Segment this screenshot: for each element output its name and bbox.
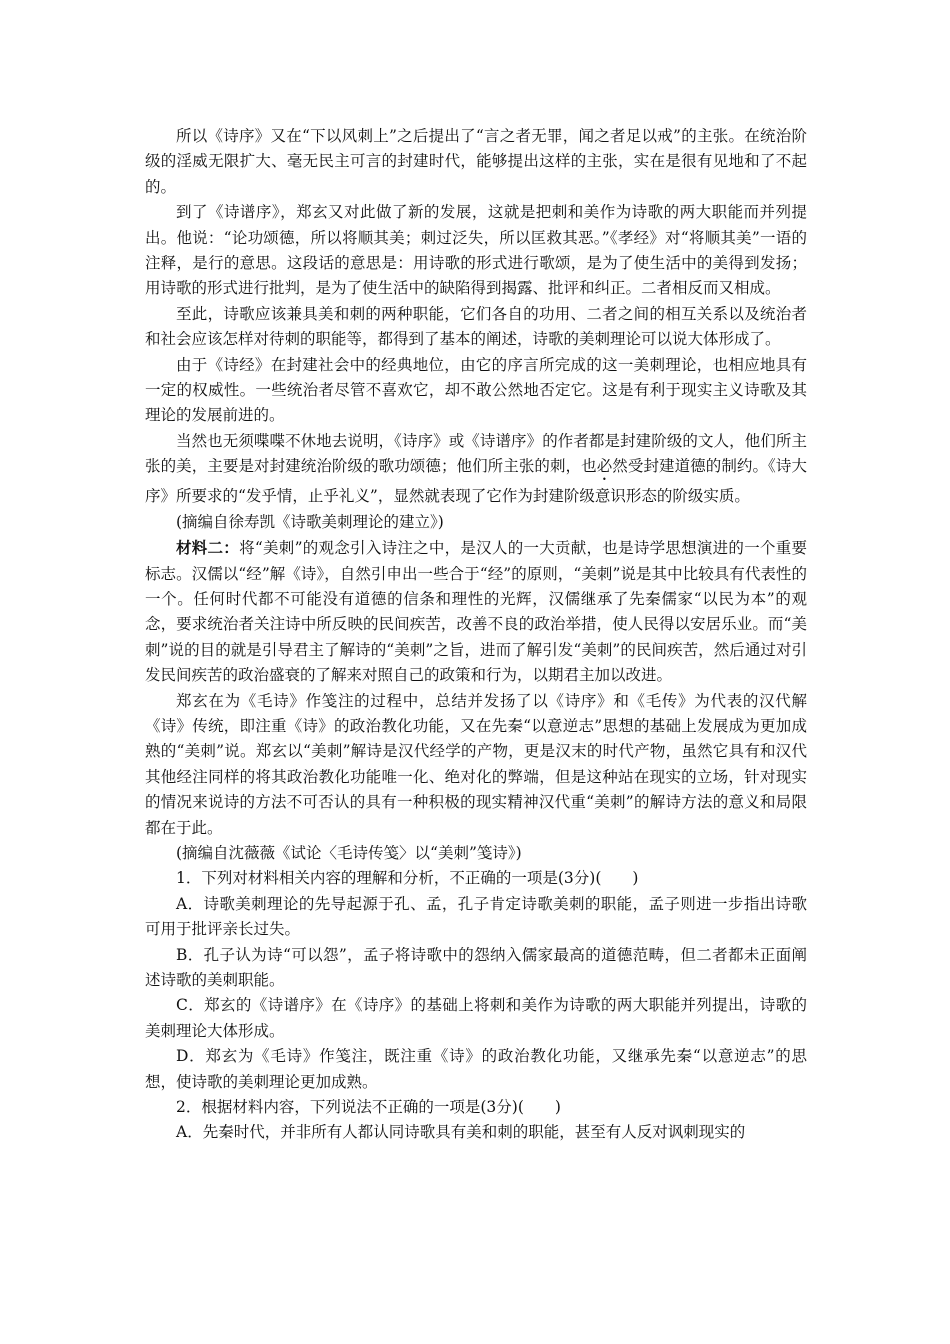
question-option: B．孔子认为诗“可以怨”，孟子将诗歌中的怨纳入儒家最高的道德范畴，但二者都未正面阐述诗歌的美刺职能。 [145, 945, 807, 989]
question-stem: 2．根据材料内容，下列说法不正确的一项是(3分)( ) [176, 1098, 561, 1117]
paragraph: 至此，诗歌应该兼具美和刺的两种职能，它们各自的功用、二者之间的相互关系以及统治者和社会应该怎样对待刺的职能等，都得到了基本的阐述，诗歌的美刺理论可以说大体形成了。 [145, 304, 807, 349]
document-page [145, 124, 807, 1146]
question-option: D．郑玄为《毛诗》作笺注，既注重《诗》的政治教化功能，又继承先秦“以意逆志”的思想，使诗歌的美刺理论更加成熟。 [145, 1047, 807, 1091]
question-option: C．郑玄的《诗谱序》在《诗序》的基础上将刺和美作为诗歌的两大职能并列提出，诗歌的美刺理论大体形成。 [145, 996, 807, 1040]
source-citation: (摘编自徐寿凯《诗歌美刺理论的建立》) [176, 512, 444, 531]
material-label: 材料二： [176, 538, 240, 558]
source-citation: (摘编自沈薇薇《试论〈毛诗传笺〉以“美刺”笺诗》) [176, 843, 522, 862]
paragraph [145, 429, 807, 510]
text-run: 然受封建道德的制约。《诗大序》所要求的“发乎情，止乎礼义”，显然就表现了它作为封建阶级意识形态的阶级实质。 [145, 457, 807, 506]
paragraph: 由于《诗经》在封建社会中的经典地位，由它的序言所完成的这一美刺理论，也相应地具有一定的权威性。一些统治者尽管不喜欢它，却不敢公然地否定它。这是有利于现实主义诗歌及其理论的发展前进的。 [145, 355, 807, 425]
question-stem: 1．下列对材料相关内容的理解和分析，不正确的一项是(3分)( ) [176, 869, 639, 888]
question-option: A．先秦时代，并非所有人都认同诗歌具有美和刺的职能，甚至有人反对讽刺现实的 [176, 1123, 746, 1142]
emphasis-dot-char: 必 [596, 457, 613, 476]
material-two-paragraph [145, 535, 807, 688]
question-option: A．诗歌美刺理论的先导起源于孔、孟，孔子肯定诗歌美刺的职能，孟子则进一步指出诗歌可用于批评亲长过失。 [145, 894, 807, 939]
paragraph: 到了《诗谱序》，郑玄又对此做了新的发展，这就是把刺和美作为诗歌的两大职能而并列提出。他说：“论功颂德，所以将顺其美；刺过泛失，所以匡救其恶。”《孝经》对“将顺其美”一语的注释，是行的意思。这段话的意思是：用诗歌的形式进行歌颂，是为了使生活中的美得到发扬；用诗歌的形式进行批判，是为了使生活中的缺陷得到揭露、批评和纠正。二者相反而又相成。 [145, 203, 807, 298]
paragraph: 所以《诗序》又在“下以风刺上”之后提出了“言之者无罪，闻之者足以戒”的主张。在统治阶级的淫威无限扩大、毫无民主可言的封建时代，能够提出这样的主张，实在是很有见地和了不起的。 [145, 127, 807, 196]
text-run: 当然也无须喋喋不休地去说明，《诗序》或《诗谱序》的作者都是封建阶级的文人，他们所主张的美，主要是对封建统治阶级的歌功颂德；他们所主张的刺，也 [145, 431, 807, 476]
text-run: 将“美刺”的观念引入诗注之中，是汉人的一大贡献，也是诗学思想演进的一个重要标志。汉儒以“经”解《诗》，自然引申出一些合于“经”的原则，“美刺”说是其中比较具有代表性的一个。任何时代都不可能没有道德的信条和理性的光辉，汉儒继承了先秦儒家“以民为本”的观念，要求统治者关注诗中所反映的民间疾苦，改善不良的政治举措，使人民得以安居乐业。而“美刺”说的目的就是引导君主了解诗的“美刺”之旨，进而了解引发“美刺”的民间疾苦，然后通过对引发民间疾苦的政治盛衰的了解来对照自己的政策和行为，以期君主加以改进。 [145, 539, 807, 685]
paragraph: 郑玄在为《毛诗》作笺注的过程中，总结并发扬了以《诗序》和《毛传》为代表的汉代解《诗》传统，即注重《诗》的政治教化功能，又在先秦“以意逆志”思想的基础上发展成为更加成熟的“美刺”说。郑玄以“美刺”解诗是汉代经学的产物，更是汉末的时代产物，虽然它具有和汉代其他经注同样的将其政治教化功能唯一化、绝对化的弊端，但是这种站在现实的立场，针对现实的情况来说诗的方法不可否认的具有一种积极的现实精神汉代重“美刺”的解诗方法的意义和局限都在于此。 [145, 691, 807, 837]
